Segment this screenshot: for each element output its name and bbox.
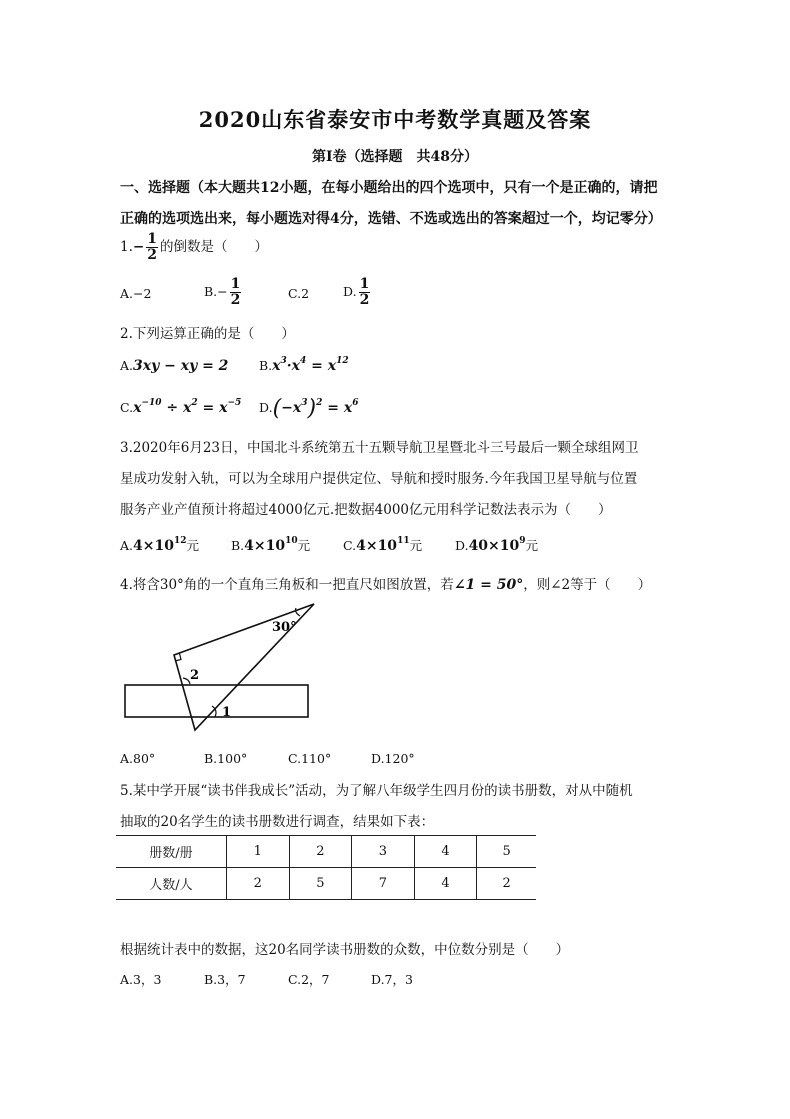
table-row-header: 人数/人	[116, 868, 227, 900]
table-row	[116, 836, 536, 868]
question-3-line-2: 星成功发射入轨，可以为全球用户提供定位、导航和授时服务.今年我国卫星导航与位置	[120, 471, 638, 487]
table-cell: 1	[227, 836, 290, 868]
q1-option-d: D. $\frac{1}{2}$	[343, 276, 370, 308]
table-row-header: 册数/册	[116, 836, 227, 868]
q4-option-a: A.80°	[120, 751, 156, 766]
q1-option-c: C.2	[288, 286, 310, 301]
q4-option-b: B.100°	[204, 751, 248, 766]
q2-option-a: A.3xy − xy = 2	[120, 358, 229, 374]
question-3-line-3: 服务产业产值预计将超过4000亿元.把数据4000亿元用科学记数法表示为（ ）	[120, 502, 612, 518]
label-angle-2: 2	[190, 668, 200, 683]
question-3-line-1: 3.2020年6月23日，中国北斗系统第五十五颗导航卫星暨北斗三号最后一颗全球组网卫	[120, 440, 639, 456]
paper-part-subtitle: 第Ⅰ卷（选择题 共48分）	[311, 149, 479, 165]
q2-option-c: $C.x^{-10} \div x^2 = x^{-5}$	[120, 398, 242, 416]
page-title: 2020山东省泰安市中考数学真题及答案	[198, 107, 592, 132]
reading-stats-table	[116, 835, 536, 900]
table-row	[116, 868, 536, 900]
q4-option-c: C.110°	[288, 751, 332, 766]
q1-option-b: B.− $\frac{1}{2}$	[204, 276, 241, 308]
table-cell: 2	[289, 836, 352, 868]
question-5-prompt: 根据统计表中的数据，这20名同学读书册数的众数，中位数分别是（ ）	[120, 942, 570, 958]
label-30-degree: 30°	[272, 620, 297, 635]
question-5-line-1: 5.某中学开展“读书伴我成长”活动，为了解八年级学生四月份的读书册数，对从中随机	[120, 783, 633, 799]
question-4: 4.将含30°角的一个直角三角板和一把直尺如图放置，若∠1 = 50°，则∠2等于（ ）	[120, 577, 652, 593]
section-instructions-line-2: 正确的选项选出来，每小题选对得4分，选错、不选或选出的答案超过一个，均记零分）	[120, 211, 662, 227]
question-2: 2.下列运算正确的是（ ）	[120, 326, 295, 342]
section-instructions-line-1: 一、选择题（本大题共12小题，在每小题给出的四个选项中，只有一个是正确的，请把	[120, 180, 658, 196]
table-cell: 3	[352, 836, 415, 868]
question-1: 1.− $\frac{1}{2}$ 的倒数是（ ）	[120, 231, 268, 263]
q3-option-d: $D.40\times 10^9$元	[455, 536, 539, 554]
q5-option-d: D.7，3	[371, 972, 413, 987]
q3-option-a: $A.4\times 10^{12}$元	[120, 536, 200, 554]
table-cell: 4	[414, 836, 477, 868]
q2-option-d: $D.(-x^3)^2 = x^6$	[259, 396, 359, 421]
table-cell: 2	[227, 868, 290, 900]
q2-option-b: $B.x^3\cdot x^4 = x^{12}$	[259, 356, 349, 374]
q3-option-b: $B.4\times 10^{10}$元	[231, 536, 311, 554]
table-cell: 5	[477, 836, 536, 868]
q4-option-d: D.120°	[371, 751, 415, 766]
table-cell: 4	[414, 868, 477, 900]
table-cell: 5	[289, 868, 352, 900]
q3-option-c: $C.4\times 10^{11}$元	[343, 536, 423, 554]
question-5-line-2: 抽取的20名学生的读书册数进行调查，结果如下表：	[120, 814, 435, 830]
q5-option-a: A.3，3	[120, 972, 162, 987]
q1-option-a: A.−2	[120, 286, 152, 301]
table-cell: 2	[477, 868, 536, 900]
label-angle-1: 1	[222, 705, 232, 720]
angle-2-arc	[183, 678, 190, 684]
table-cell: 7	[352, 868, 415, 900]
q5-option-b: B.3，7	[204, 972, 246, 987]
q1-fraction: $\frac{1}{2}$	[147, 231, 157, 263]
q5-option-c: C.2，7	[288, 972, 330, 987]
